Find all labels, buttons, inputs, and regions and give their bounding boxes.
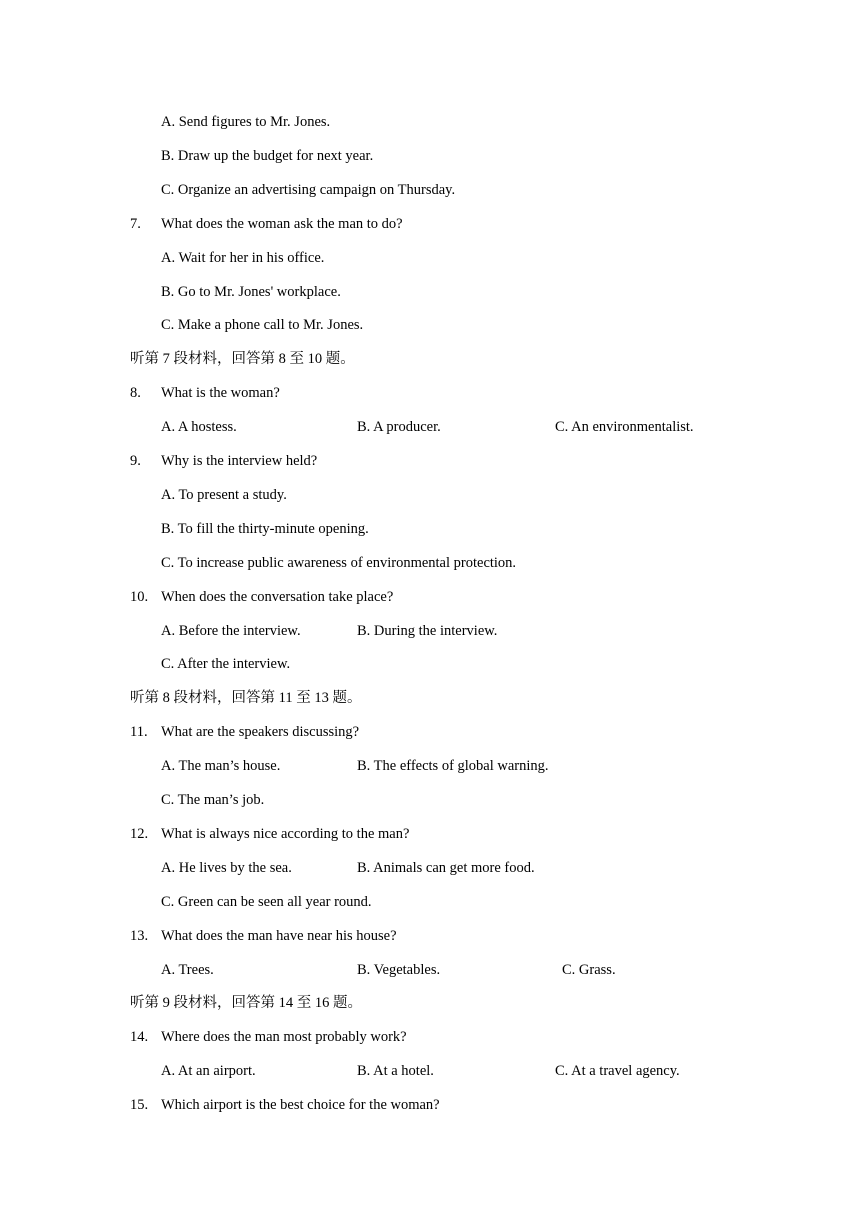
question-text: When does the conversation take place? <box>161 588 394 605</box>
question-number: 7. <box>130 215 141 232</box>
answer-option-b: B. Animals can get more food. <box>357 859 535 876</box>
answer-option-a: A. A hostess. <box>161 419 237 436</box>
answer-option-a: A. At an airport. <box>161 1063 256 1080</box>
answer-option-b: B. At a hotel. <box>357 1063 434 1080</box>
question-text: What are the speakers discussing? <box>161 724 360 741</box>
answer-option: C. To increase public awareness of environmental protection. <box>161 554 517 571</box>
section-instruction-text: 听第 8 段材料，回答第 11 至 13 题。 <box>130 690 362 707</box>
question-number: 11. <box>130 724 148 741</box>
answer-option-a: A. The man’s house. <box>161 758 281 775</box>
question-text: What does the man have near his house? <box>161 927 397 944</box>
question-text: Why is the interview held? <box>161 453 318 469</box>
answer-option: C. The man’s job. <box>161 792 265 808</box>
question-number: 14. <box>130 1029 149 1046</box>
answer-option: A. Send figures to Mr. Jones. <box>161 114 331 130</box>
section-instruction-text: 听第 7 段材料，回答第 8 至 10 题。 <box>130 351 355 368</box>
question-text: Where does the man most probably work? <box>161 1029 407 1046</box>
answer-option-c: C. At a travel agency. <box>555 1063 680 1080</box>
question-number: 10. <box>130 588 149 605</box>
answer-option-b: B. Vegetables. <box>357 961 441 978</box>
answer-option-a: A. Before the interview. <box>161 622 301 639</box>
section-instruction-text: 听第 9 段材料，回答第 14 至 16 题。 <box>130 995 362 1012</box>
answer-option: C. After the interview. <box>161 656 291 673</box>
question-text: What is the woman? <box>161 385 280 402</box>
answer-option: B. To fill the thirty-minute opening. <box>161 520 369 537</box>
answer-option: A. Wait for her in his office. <box>161 249 325 266</box>
answer-option-b: B. A producer. <box>357 419 441 436</box>
question-text: What is always nice according to the man? <box>161 825 410 842</box>
question-text: What does the woman ask the man to do? <box>161 215 403 232</box>
question-number: 8. <box>130 385 141 402</box>
answer-option-a: A. He lives by the sea. <box>161 859 292 876</box>
answer-option: C. Green can be seen all year round. <box>161 893 372 910</box>
question-number: 15. <box>130 1097 149 1114</box>
answer-option-b: B. The effects of global warning. <box>357 758 549 775</box>
answer-option-b: B. During the interview. <box>357 622 498 639</box>
answer-option-c: C. An environmentalist. <box>555 419 694 436</box>
answer-option: B. Go to Mr. Jones' workplace. <box>161 283 341 300</box>
question-number: 9. <box>130 453 141 469</box>
answer-option-a: A. Trees. <box>161 961 214 978</box>
answer-option: A. To present a study. <box>161 486 287 503</box>
answer-option: C. Make a phone call to Mr. Jones. <box>161 317 364 334</box>
question-text: Which airport is the best choice for the woman? <box>161 1097 440 1114</box>
answer-option-c: C. Grass. <box>562 961 616 978</box>
answer-option: C. Organize an advertising campaign on Thursday. <box>161 181 456 198</box>
question-number: 12. <box>130 825 149 842</box>
question-number: 13. <box>130 927 149 944</box>
answer-option: B. Draw up the budget for next year. <box>161 147 374 164</box>
